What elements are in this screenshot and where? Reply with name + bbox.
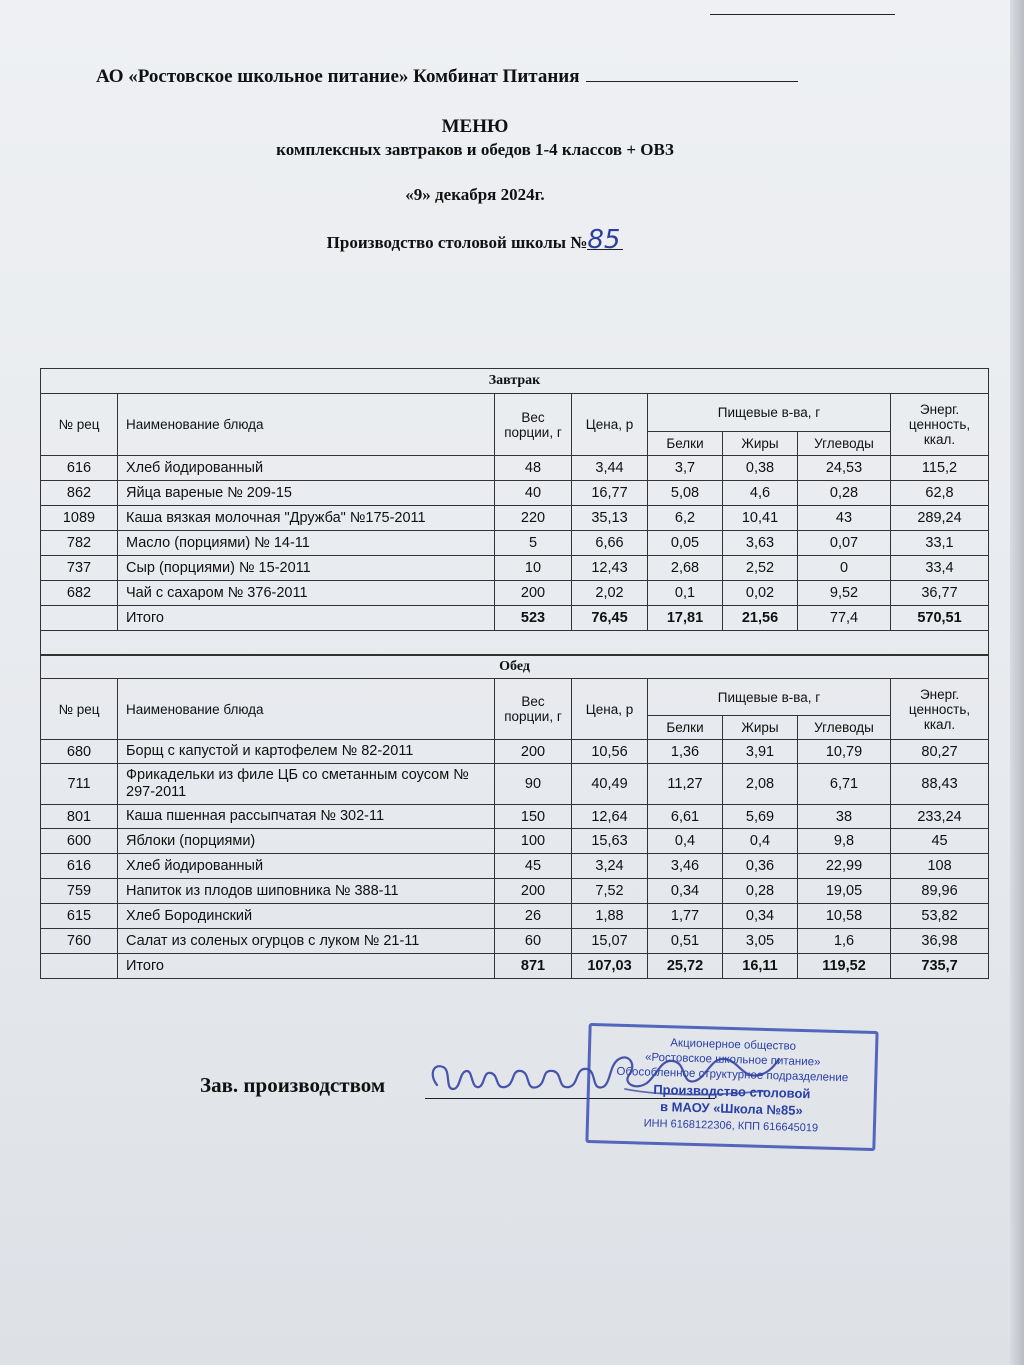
price-cell: 2,02 xyxy=(572,581,648,606)
protein-cell: 0,4 xyxy=(648,829,723,854)
carbs-cell: 1,6 xyxy=(798,929,891,954)
col-carbs: Углеводы xyxy=(798,716,891,740)
weight-cell: 90 xyxy=(495,764,572,805)
total-price: 76,45 xyxy=(572,606,648,631)
energy-cell: 108 xyxy=(891,854,989,879)
total-protein: 17,81 xyxy=(648,606,723,631)
energy-cell: 115,2 xyxy=(891,456,989,481)
rec-cell: 801 xyxy=(41,805,118,829)
carbs-cell: 0 xyxy=(798,556,891,581)
price-cell: 1,88 xyxy=(572,904,648,929)
col-energy: Энерг. ценность, ккал. xyxy=(891,679,989,740)
col-nutrients: Пищевые в-ва, г xyxy=(648,679,891,716)
section-title: Обед xyxy=(41,655,989,679)
dish-name: Хлеб йодированный xyxy=(118,854,495,879)
protein-cell: 0,1 xyxy=(648,581,723,606)
protein-cell: 0,51 xyxy=(648,929,723,954)
carbs-cell: 0,28 xyxy=(798,481,891,506)
carbs-cell: 22,99 xyxy=(798,854,891,879)
energy-cell: 36,98 xyxy=(891,929,989,954)
weight-cell: 5 xyxy=(495,531,572,556)
weight-cell: 150 xyxy=(495,805,572,829)
fat-cell: 2,52 xyxy=(723,556,798,581)
rec-cell: 616 xyxy=(41,456,118,481)
protein-cell: 1,77 xyxy=(648,904,723,929)
energy-cell: 89,96 xyxy=(891,879,989,904)
table-row xyxy=(41,904,989,929)
weight-cell: 200 xyxy=(495,581,572,606)
rec-cell: 680 xyxy=(41,740,118,764)
fat-cell: 0,28 xyxy=(723,879,798,904)
energy-cell: 45 xyxy=(891,829,989,854)
col-nutrients: Пищевые в-ва, г xyxy=(648,394,891,432)
total-row xyxy=(41,606,989,631)
carbs-cell: 38 xyxy=(798,805,891,829)
table-row xyxy=(41,556,989,581)
table-row xyxy=(41,805,989,829)
protein-cell: 2,68 xyxy=(648,556,723,581)
energy-cell: 88,43 xyxy=(891,764,989,805)
total-carbs: 119,52 xyxy=(798,954,891,979)
weight-cell: 40 xyxy=(495,481,572,506)
dish-name: Хлеб йодированный xyxy=(118,456,495,481)
table-row xyxy=(41,929,989,954)
stamp-line: Производство столовой xyxy=(653,1081,811,1102)
col-energy: Энерг. ценность, ккал. xyxy=(891,394,989,456)
table-row xyxy=(41,829,989,854)
col-price: Цена, р xyxy=(572,394,648,456)
col-name: Наименование блюда xyxy=(118,679,495,740)
price-cell: 12,43 xyxy=(572,556,648,581)
protein-cell: 6,2 xyxy=(648,506,723,531)
table-row xyxy=(41,854,989,879)
weight-cell: 200 xyxy=(495,879,572,904)
protein-cell: 3,46 xyxy=(648,854,723,879)
dish-name: Хлеб Бородинский xyxy=(118,904,495,929)
weight-cell: 100 xyxy=(495,829,572,854)
dish-name: Напиток из плодов шиповника № 388-11 xyxy=(118,879,495,904)
dish-name: Каша пшенная рассыпчатая № 302-11 xyxy=(118,805,495,829)
carbs-cell: 6,71 xyxy=(798,764,891,805)
carbs-cell: 24,53 xyxy=(798,456,891,481)
protein-cell: 3,7 xyxy=(648,456,723,481)
dish-name: Яблоки (порциями) xyxy=(118,829,495,854)
energy-cell: 62,8 xyxy=(891,481,989,506)
total-row xyxy=(41,954,989,979)
protein-cell: 0,34 xyxy=(648,879,723,904)
stamp-line: Обособленное структурное подразделение xyxy=(616,1065,849,1085)
col-fat: Жиры xyxy=(723,432,798,456)
breakfast-table xyxy=(40,368,989,656)
fat-cell: 2,08 xyxy=(723,764,798,805)
total-empty xyxy=(41,954,118,979)
col-carbs: Углеводы xyxy=(798,432,891,456)
lunch-body xyxy=(41,740,989,954)
table-row xyxy=(41,740,989,764)
fat-cell: 0,02 xyxy=(723,581,798,606)
energy-cell: 36,77 xyxy=(891,581,989,606)
rec-cell: 615 xyxy=(41,904,118,929)
protein-cell: 11,27 xyxy=(648,764,723,805)
carbs-cell: 19,05 xyxy=(798,879,891,904)
price-cell: 12,64 xyxy=(572,805,648,829)
org-blank xyxy=(586,81,798,82)
dish-name: Чай с сахаром № 376-2011 xyxy=(118,581,495,606)
fat-cell: 0,34 xyxy=(723,904,798,929)
gap-row xyxy=(41,631,989,656)
weight-cell: 60 xyxy=(495,929,572,954)
stamp-line: в МАОУ «Школа №85» xyxy=(659,1099,803,1118)
energy-cell: 233,24 xyxy=(891,805,989,829)
price-cell: 7,52 xyxy=(572,879,648,904)
fat-cell: 4,6 xyxy=(723,481,798,506)
total-weight: 523 xyxy=(495,606,572,631)
total-weight: 871 xyxy=(495,954,572,979)
price-cell: 6,66 xyxy=(572,531,648,556)
fat-cell: 3,91 xyxy=(723,740,798,764)
total-label: Итого xyxy=(118,606,495,631)
energy-cell: 80,27 xyxy=(891,740,989,764)
protein-cell: 0,05 xyxy=(648,531,723,556)
price-cell: 40,49 xyxy=(572,764,648,805)
section-row xyxy=(41,655,989,679)
energy-cell: 53,82 xyxy=(891,904,989,929)
table-row xyxy=(41,456,989,481)
carbs-cell: 9,8 xyxy=(798,829,891,854)
page-edge xyxy=(1010,0,1024,1365)
col-name: Наименование блюда xyxy=(118,394,495,456)
fat-cell: 5,69 xyxy=(723,805,798,829)
gap-cell xyxy=(41,631,989,656)
rec-cell: 760 xyxy=(41,929,118,954)
org-name: АО «Ростовское школьное питание» Комбинат Питания xyxy=(96,66,580,87)
col-weight: Вес порции, г xyxy=(495,679,572,740)
lunch-table xyxy=(40,654,989,979)
rec-cell: 782 xyxy=(41,531,118,556)
total-label: Итого xyxy=(118,954,495,979)
col-protein: Белки xyxy=(648,716,723,740)
col-protein: Белки xyxy=(648,432,723,456)
col-weight: Вес порции, г xyxy=(495,394,572,456)
menu-date: «9» декабря 2024г. xyxy=(405,185,545,204)
rec-cell: 1089 xyxy=(41,506,118,531)
energy-cell: 33,1 xyxy=(891,531,989,556)
header-row xyxy=(41,679,989,716)
weight-cell: 26 xyxy=(495,904,572,929)
total-energy: 570,51 xyxy=(891,606,989,631)
weight-cell: 200 xyxy=(495,740,572,764)
dish-name: Борщ с капустой и картофелем № 82-2011 xyxy=(118,740,495,764)
stamp-line: ИНН 6168122306, КПП 616645019 xyxy=(643,1117,819,1135)
price-cell: 16,77 xyxy=(572,481,648,506)
weight-cell: 10 xyxy=(495,556,572,581)
stamp-line: «Ростовское школьное питание» xyxy=(644,1051,821,1069)
rec-cell: 711 xyxy=(41,764,118,805)
weight-cell: 48 xyxy=(495,456,572,481)
sign-label: Зав. производством xyxy=(200,1073,386,1097)
section-title: Завтрак xyxy=(41,369,989,394)
total-protein: 25,72 xyxy=(648,954,723,979)
fat-cell: 3,63 xyxy=(723,531,798,556)
fat-cell: 3,05 xyxy=(723,929,798,954)
dish-name: Каша вязкая молочная "Дружба" №175-2011 xyxy=(118,506,495,531)
rec-cell: 737 xyxy=(41,556,118,581)
total-fat: 21,56 xyxy=(723,606,798,631)
table-row xyxy=(41,531,989,556)
carbs-cell: 10,79 xyxy=(798,740,891,764)
protein-cell: 1,36 xyxy=(648,740,723,764)
dish-name: Масло (порциями) № 14-11 xyxy=(118,531,495,556)
table-row xyxy=(41,481,989,506)
col-fat: Жиры xyxy=(723,716,798,740)
menu-subtitle: комплексных завтраков и обедов 1-4 классов + ОВЗ xyxy=(276,140,674,159)
school-label: Производство столовой школы № xyxy=(326,233,588,252)
price-cell: 3,24 xyxy=(572,854,648,879)
table-row xyxy=(41,581,989,606)
table-row xyxy=(41,879,989,904)
top-blank-line xyxy=(710,14,895,15)
rec-cell: 862 xyxy=(41,481,118,506)
fat-cell: 10,41 xyxy=(723,506,798,531)
org-line xyxy=(96,66,856,88)
breakfast-body xyxy=(41,456,989,606)
carbs-cell: 10,58 xyxy=(798,904,891,929)
organization-stamp xyxy=(585,1023,878,1151)
weight-cell: 220 xyxy=(495,506,572,531)
dish-name: Сыр (порциями) № 15-2011 xyxy=(118,556,495,581)
fat-cell: 0,38 xyxy=(723,456,798,481)
total-carbs: 77,4 xyxy=(798,606,891,631)
dish-name: Салат из соленых огурцов с луком № 21-11 xyxy=(118,929,495,954)
price-cell: 15,63 xyxy=(572,829,648,854)
section-row xyxy=(41,369,989,394)
col-price: Цена, р xyxy=(572,679,648,740)
total-fat: 16,11 xyxy=(723,954,798,979)
energy-cell: 33,4 xyxy=(891,556,989,581)
rec-cell: 682 xyxy=(41,581,118,606)
table-row xyxy=(41,764,989,805)
price-cell: 35,13 xyxy=(572,506,648,531)
header-row xyxy=(41,394,989,432)
energy-cell: 289,24 xyxy=(891,506,989,531)
protein-cell: 6,61 xyxy=(648,805,723,829)
carbs-cell: 0,07 xyxy=(798,531,891,556)
school-line xyxy=(0,225,950,255)
rec-cell: 600 xyxy=(41,829,118,854)
price-cell: 3,44 xyxy=(572,456,648,481)
total-energy: 735,7 xyxy=(891,954,989,979)
carbs-cell: 43 xyxy=(798,506,891,531)
stamp-line: Акционерное общество xyxy=(670,1037,797,1053)
weight-cell: 45 xyxy=(495,854,572,879)
school-number-handwritten: 85 xyxy=(587,231,623,250)
protein-cell: 5,08 xyxy=(648,481,723,506)
col-rec: № рец xyxy=(41,394,118,456)
price-cell: 10,56 xyxy=(572,740,648,764)
dish-name: Яйца вареные № 209-15 xyxy=(118,481,495,506)
fat-cell: 0,36 xyxy=(723,854,798,879)
rec-cell: 759 xyxy=(41,879,118,904)
price-cell: 15,07 xyxy=(572,929,648,954)
total-price: 107,03 xyxy=(572,954,648,979)
carbs-cell: 9,52 xyxy=(798,581,891,606)
fat-cell: 0,4 xyxy=(723,829,798,854)
col-rec: № рец xyxy=(41,679,118,740)
rec-cell: 616 xyxy=(41,854,118,879)
dish-name: Фрикадельки из филе ЦБ со сметанным соусом № 297-2011 xyxy=(118,764,495,805)
menu-title: МЕНЮ xyxy=(441,116,509,137)
table-row xyxy=(41,506,989,531)
total-empty xyxy=(41,606,118,631)
